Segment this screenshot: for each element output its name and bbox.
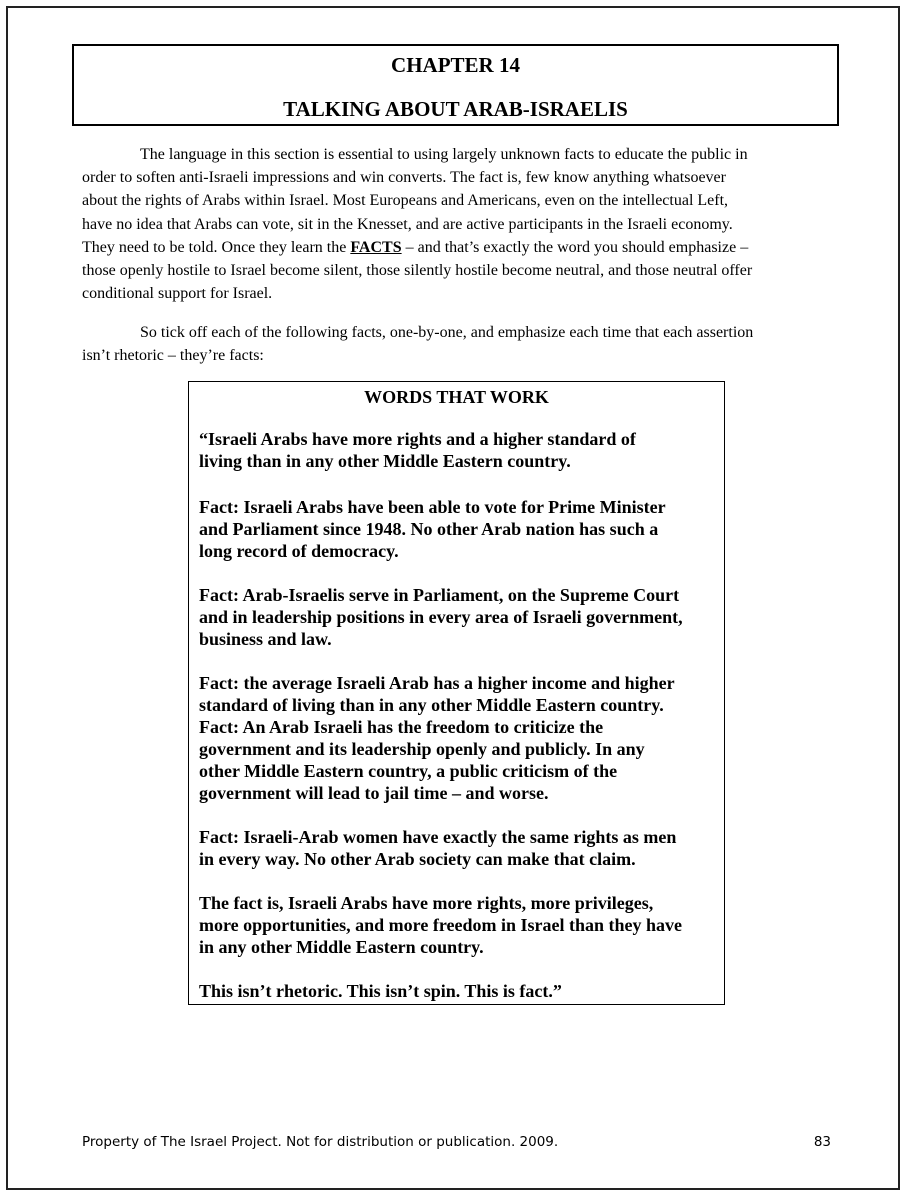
intro-paragraph-1 (82, 143, 832, 305)
wtw-paragraph-4 (199, 672, 721, 804)
wtw-line: Fact: An Arab Israeli has the freedom to criticize the (199, 717, 604, 737)
wtw-line: Fact: the average Israeli Arab has a higher income and higher (199, 673, 675, 693)
intro-line: order to soften anti-Israeli impressions and win converts. The fact is, few know anything whatsoever (82, 169, 726, 187)
intro-line: The language in this section is essential to using largely unknown facts to educate the public in (140, 146, 748, 163)
wtw-paragraph-2 (199, 496, 721, 562)
intro-line: conditional support for Israel. (82, 285, 273, 303)
wtw-line: and Parliament since 1948. No other Arab nation has such a (199, 519, 659, 539)
intro-line: about the rights of Arabs within Israel. Most Europeans and Americans, even on the intellectual Left, (82, 192, 729, 210)
wtw-line: government will lead to jail time – and worse. (199, 783, 549, 803)
chapter-header-box (72, 44, 839, 126)
wtw-paragraph-1 (199, 428, 721, 472)
wtw-line: other Middle Eastern country, a public criticism of the (199, 761, 618, 781)
wtw-line: government and its leadership openly and publicly. In any (199, 739, 645, 759)
wtw-line: in any other Middle Eastern country. (199, 937, 484, 957)
wtw-line: business and law. (199, 629, 332, 649)
intro-line: those openly hostile to Israel become silent, those silently hostile become neutral, and those neutral offer (82, 262, 753, 280)
intro-line: So tick off each of the following facts, one-by-one, and emphasize each time that each assertion (140, 324, 754, 341)
intro-line: have no idea that Arabs can vote, sit in the Knesset, and are active participants in the Israeli economy. (82, 215, 733, 233)
wtw-line: This isn’t rhetoric. This isn’t spin. This is fact.” (199, 981, 562, 1001)
words-that-work-heading: WORDS THAT WORK (364, 387, 549, 407)
wtw-paragraph-3 (199, 584, 721, 650)
wtw-line: long record of democracy. (199, 541, 399, 561)
wtw-line: Fact: Israeli Arabs have been able to vote for Prime Minister (199, 497, 666, 517)
wtw-line: “Israeli Arabs have more rights and a higher standard of (199, 429, 636, 449)
wtw-paragraph-6 (199, 892, 721, 958)
intro-line: They need to be told. Once they learn the (82, 238, 351, 256)
facts-emphasis: FACTS (350, 238, 402, 256)
intro-line: isn’t rhetoric – they’re facts: (82, 347, 264, 365)
words-that-work-box (188, 381, 725, 1005)
intro-paragraph-2 (82, 321, 832, 367)
wtw-line: more opportunities, and more freedom in Israel than they have (199, 915, 682, 935)
wtw-paragraph-5 (199, 826, 721, 870)
wtw-line: standard of living than in any other Middle Eastern country. (199, 695, 664, 715)
wtw-line: Fact: Arab-Israelis serve in Parliament, on the Supreme Court (199, 585, 680, 605)
page-number: 83 (813, 1134, 831, 1150)
chapter-number: CHAPTER 14 (391, 53, 520, 77)
wtw-line: The fact is, Israeli Arabs have more rights, more privileges, (199, 893, 654, 913)
intro-line: – and that’s exactly the word you should emphasize – (401, 238, 749, 256)
wtw-line: Fact: Israeli-Arab women have exactly the same rights as men (199, 827, 677, 847)
chapter-title: TALKING ABOUT ARAB-ISRAELIS (283, 97, 628, 121)
wtw-paragraph-7 (199, 980, 721, 1002)
wtw-line: in every way. No other Arab society can make that claim. (199, 849, 636, 869)
footer-notice: Property of The Israel Project. Not for distribution or publication. 2009. (82, 1134, 559, 1150)
wtw-line: living than in any other Middle Eastern country. (199, 451, 571, 471)
wtw-line: and in leadership positions in every area of Israeli government, (199, 607, 683, 627)
